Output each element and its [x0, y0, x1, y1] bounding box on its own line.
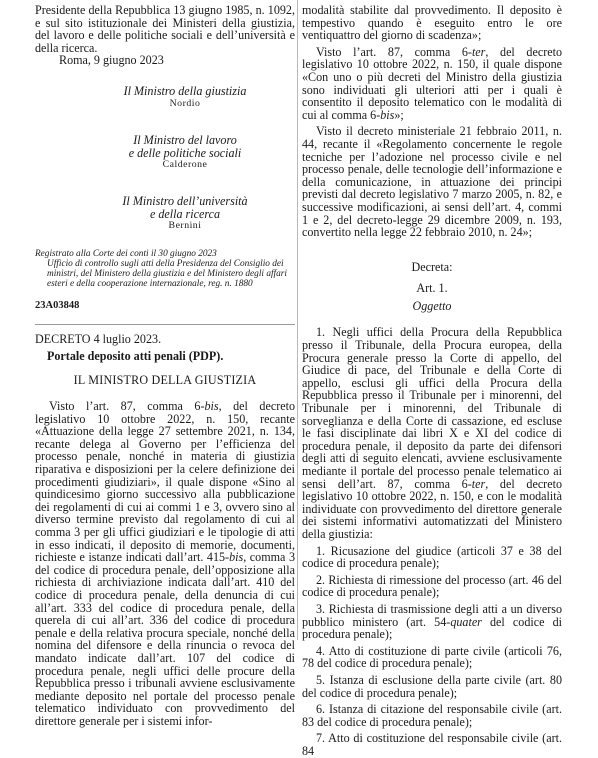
signature-justice-minister [75, 85, 295, 110]
text-run: 6. Istanza di citazione del responsabile civile (art. 83 del codice di procedura penale); [302, 702, 562, 729]
signature-name: Calderone [162, 159, 208, 171]
text-run: 1. Negli uffici della Procura della Repubblica presso il Tribunale, della Procura europea, della Procura generale presso la Corte di appello, del Giudice di pace, del Tribunale e della Corte di appello, esclusi gli uffici della Procura della Repubblica presso il Tribunale per i minorenni, del Tribunale per i minorenni, del Tribunale di sorveglianza e della Corte di cassazione, ed escluse le fasi disciplinate dai libri X e XI del codice di procedura penale, il deposito da parte dei difensori degli atti di seguito elencati, avviene esclusivamente mediante il portale del processo penale telematico ai sensi dell’art. 87, comma 6- [302, 325, 562, 491]
text-run: 1. Ricusazione del giudice (articoli 37 e 38 del codice di procedura penale); [302, 543, 562, 571]
text-run-italic: quater [450, 614, 482, 629]
signature-name: Bernini [168, 220, 202, 232]
intro-paragraph: Presidente della Repubblica 13 giugno 1985, n. 1092, e sul sito istituzionale dei Ministeri della giustizia, del lavoro e delle politiche sociali e dell’università e della ricerca. [35, 3, 295, 55]
text-run: , comma 3 del codice di procedura penale, dell’opposizione alla richiesta di archiviazione indicata dall’art. 410 del codice di procedura penale, della denuncia di cui all’art. 333 del codice di procedura penale, della querela di cui all’art. 336 del codice di procedura penale e della relativa procura speciale, nonché della nomina del difensore e della rinuncia o revoca del mandato indicate dall’art. 107 del codice di procedura penale, negli uffici delle procure della Repubblica presso i tribunali avviene esclusivamente mediante deposito nel portale del processo penale telematico individuato con provvedimento del direttore generale per i sistemi infor- [35, 550, 296, 728]
text-run-italic: ter [471, 44, 486, 59]
text-run-italic: bis [229, 550, 244, 565]
text-run: 5. Istanza di esclusione della parte civile (art. 80 del codice di procedura penale); [302, 672, 562, 700]
signature-university-minister [75, 195, 295, 233]
section-separator [35, 324, 295, 325]
text-run: , del decreto legislativo 10 ottobre 2022, n. 150, recante «Attuazione della legge 27 settembre 2021, n. 134, recante delega al Governo per l’efficienza del processo penale, nonché in materia di giustizia riparativa e disposizioni per la celere definizione dei procedimenti giudiziari», il quale dispone «Sino al quindicesimo giorno successivo alla pubblicazione dei regolamenti di cui ai commi 1 e 3, ovvero sino al diverso termine previsto dal regolamento di cui al comma 3 per gli uffici giudiziari e le tipologie di atti in esso indicati, il deposito di memorie, documenti, richieste e istanze indicati dall’art. 415- [35, 399, 295, 565]
text-run: del codice di procedura penale); [302, 614, 562, 642]
article-number: Art. 1. [416, 281, 448, 296]
list-item [302, 645, 562, 670]
minister-heading: IL MINISTRO DELLA GIUSTIZIA [73, 372, 257, 387]
registration-office: Ufficio di controllo sugli atti della Presidenza del Consiglio dei ministri, del Ministero della giustizia e del Ministero degli affari esteri e della cooperazione internazionale, reg. n. 1880 [47, 258, 287, 289]
text-run: Visto l’art. 87, comma 6- [316, 44, 472, 59]
visto-ter-paragraph [302, 46, 562, 122]
continuation-paragraph: modalità stabilite dal provvedimento. Il deposito è tempestivo quando è eseguito entro le ore ventiquattro del giorno di scadenza»; [302, 3, 562, 43]
column-divider [297, 0, 298, 640]
text-run: 7. Atto di costituzione del responsabile civile (art. 84 [302, 731, 562, 758]
text-run: 2. Richiesta di rimessione del processo (art. 46 del codice di procedura penale); [302, 572, 562, 600]
text-run: Visto l’art. 87, comma 6- [49, 399, 205, 414]
decreta-heading: Decreta: [411, 259, 453, 274]
signature-title: Il Ministro dell’università e della ricerca [122, 193, 248, 221]
place-date: Roma, 9 giugno 2023 [59, 53, 164, 68]
list-item [302, 545, 562, 570]
text-run: »; [394, 107, 404, 122]
registration-note [35, 249, 295, 289]
list-item [302, 703, 562, 728]
right-column [302, 4, 562, 757]
text-run-italic: bis [380, 107, 395, 122]
list-item [302, 674, 562, 699]
signature-labour-minister [75, 134, 295, 172]
acts-list [302, 545, 562, 758]
text-run: , del decreto legislativo 10 ottobre 2022, n. 150, e con le modalità individuate con provvedimento del direttore generale dei sistemi informativi automatizzati del Ministero della giustizia: [302, 476, 562, 541]
text-run-italic: bis [204, 399, 219, 414]
text-run: , del decreto legislativo 10 ottobre 2022, n. 150, il quale dispone «Con uno o più decreti del Ministro della giustizia sono individuati gli ulteriori atti per i quali è consentito il deposito telematico con le modalità di cui al comma 6- [302, 44, 563, 122]
decree-title: Portale deposito atti penali (PDP). [47, 348, 224, 363]
list-item [302, 603, 562, 641]
document-code: 23A03848 [35, 299, 80, 311]
article-paragraph-1 [302, 326, 562, 540]
article-subject: Oggetto [412, 298, 452, 313]
visto-dm-paragraph: Visto il decreto ministeriale 21 febbraio 2011, n. 44, recante il «Regolamento concernente le regole tecniche per l’adozione nel processo civile e nel processo penale, delle tecnologie dell’informazione e della comunicazione, in attuazione dei principi previsti dal decreto legislativo 7 marzo 2005, n. 82, e successive modificazioni, ai sensi dell’art. 4, commi 1 e 2, del decreto-legge 29 dicembre 2009, n. 193, convertito nella legge 22 febbraio 2010, n. 24»; [302, 124, 562, 240]
signature-name: Nordio [169, 97, 201, 109]
text-run: 4. Atto di costituzione di parte civile (articoli 76, 78 del codice di procedura penale); [302, 643, 562, 671]
list-item [302, 732, 562, 757]
left-column [35, 4, 295, 728]
decree-date: DECRETO 4 luglio 2023. [35, 332, 162, 347]
signature-title: Il Ministro della giustizia [123, 83, 247, 98]
registration-line: Registrato alla Corte dei conti il 30 giugno 2023 [35, 248, 217, 259]
signature-title: Il Ministro del lavoro e delle politiche sociali [128, 133, 242, 160]
visto-paragraph [35, 400, 295, 727]
text-run-italic: ter [471, 476, 486, 491]
text-run: 3. Richiesta di trasmissione degli atti a un diverso pubblico ministero (art. 54- [302, 601, 562, 629]
list-item [302, 574, 562, 599]
